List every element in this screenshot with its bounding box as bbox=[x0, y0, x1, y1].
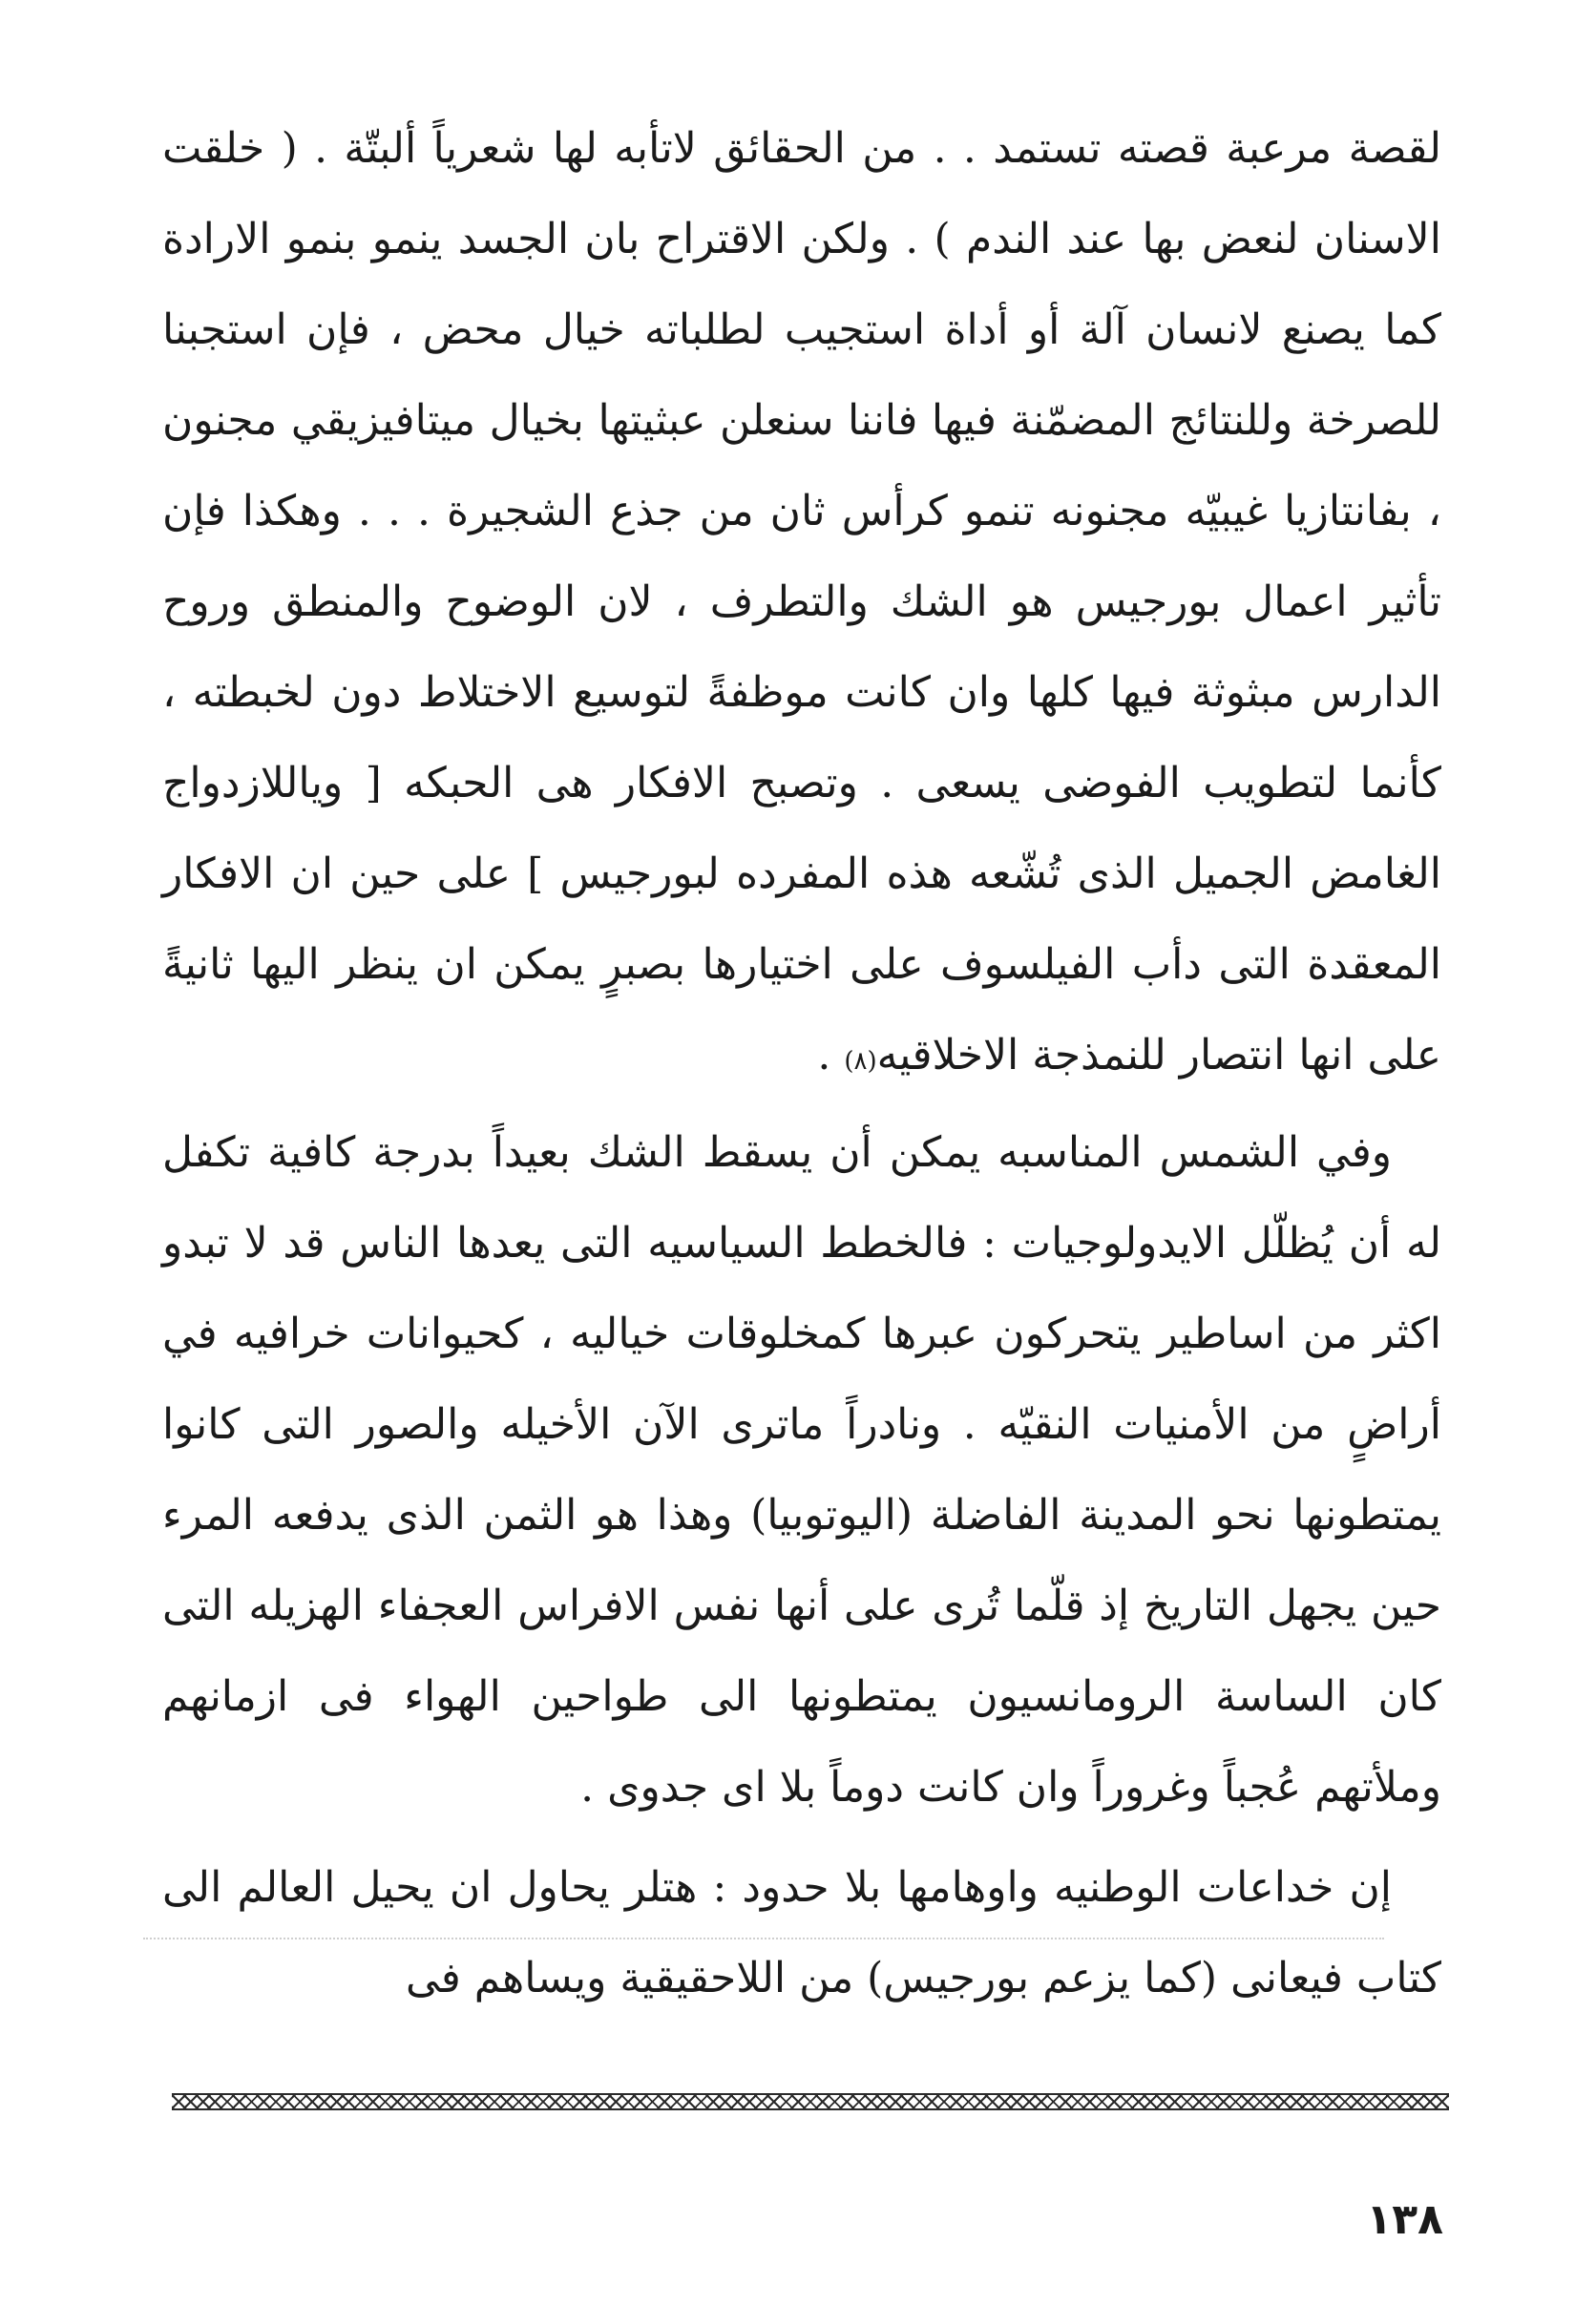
footnote-reference: (٨) bbox=[844, 1047, 877, 1076]
paragraph-1-end: . bbox=[817, 1031, 845, 1080]
page-number: ١٣٨ bbox=[1366, 2195, 1443, 2244]
body-text bbox=[162, 103, 1441, 2023]
decorative-divider bbox=[172, 2093, 1449, 2110]
paragraph-3: إن خداعات الوطنيه واوهامها بلا حدود : هتلر يحاول ان يحيل العالم الى كتاب فيعانى (كما يزعم بورجيس) من اللاحقيقية ويساهم فى bbox=[162, 1863, 1441, 2002]
scan-artifact-dots bbox=[143, 1938, 1384, 1941]
paragraph-1 bbox=[162, 103, 1441, 1107]
paragraph-1-text: لقصة مرعبة قصته تستمد . . من الحقائق لاتأبه لها شعرياً ألبتّة . ( خلقت الاسنان لنعض بها عند الندم ) . ولكن الاقتراح بان الجسد ينمو بنمو الارادة كما يصنع لانسان آلة أو أداة استجيب لطلباته خيال محض ، فإن استجبنا للصرخة وللنتائج المضمّنة فيها فاننا سنعلن عبثيتها بخيال ميتافيزيقي مجنون ، بفانتازيا غيبيّه مجنونه تنمو كرأس ثان من جذع الشجيرة . . . وهكذا فإن تأثير اعمال بورجيس هو الشك والتطرف ، لان الوضوح والمنطق وروح الدارس مبثوثة فيها كلها وان كانت موظفةً لتوسيع الاختلاط دون لخبطته ، كأنما لتطويب الفوضى يسعى . وتصبح الافكار هى الحبكه [ وياللازدواج الغامض الجميل الذى تُشّعه هذه المفرده لبورجيس ] على حين ان الافكار المعقدة التى دأب الفيلسوف على اختيارها بصبرٍ يمكن ان ينظر اليها ثانيةً على انها انتصار للنمذجة الاخلاقيه bbox=[162, 124, 1441, 1080]
paragraph-2: وفي الشمس المناسبه يمكن أن يسقط الشك بعيداً بدرجة كافية تكفل له أن يُظلّل الايدولوجيات : فالخطط السياسيه التى يعدها الناس قد لا تبدو اكثر من اساطير يتحركون عبرها كمخلوقات خياليه ، كحيوانات خرافيه في أراضٍ من الأمنيات النقيّه . ونادراً ماترى الآن الأخيله والصور التى كانوا يمتطونها نحو المدينة الفاضلة (اليوتوبيا) وهذا هو الثمن الذى يدفعه المرء حين يجهل التاريخ إذ قلّما تُرى على أنها نفس الافراس العجفاء الهزيله التى كان الساسة الرومانسيون يمتطونها الى طواحين الهواء فى ازمانهم وملأتهم عُجباً وغروراً وان كانت دوماً بلا اى جدوى . bbox=[162, 1128, 1441, 1812]
